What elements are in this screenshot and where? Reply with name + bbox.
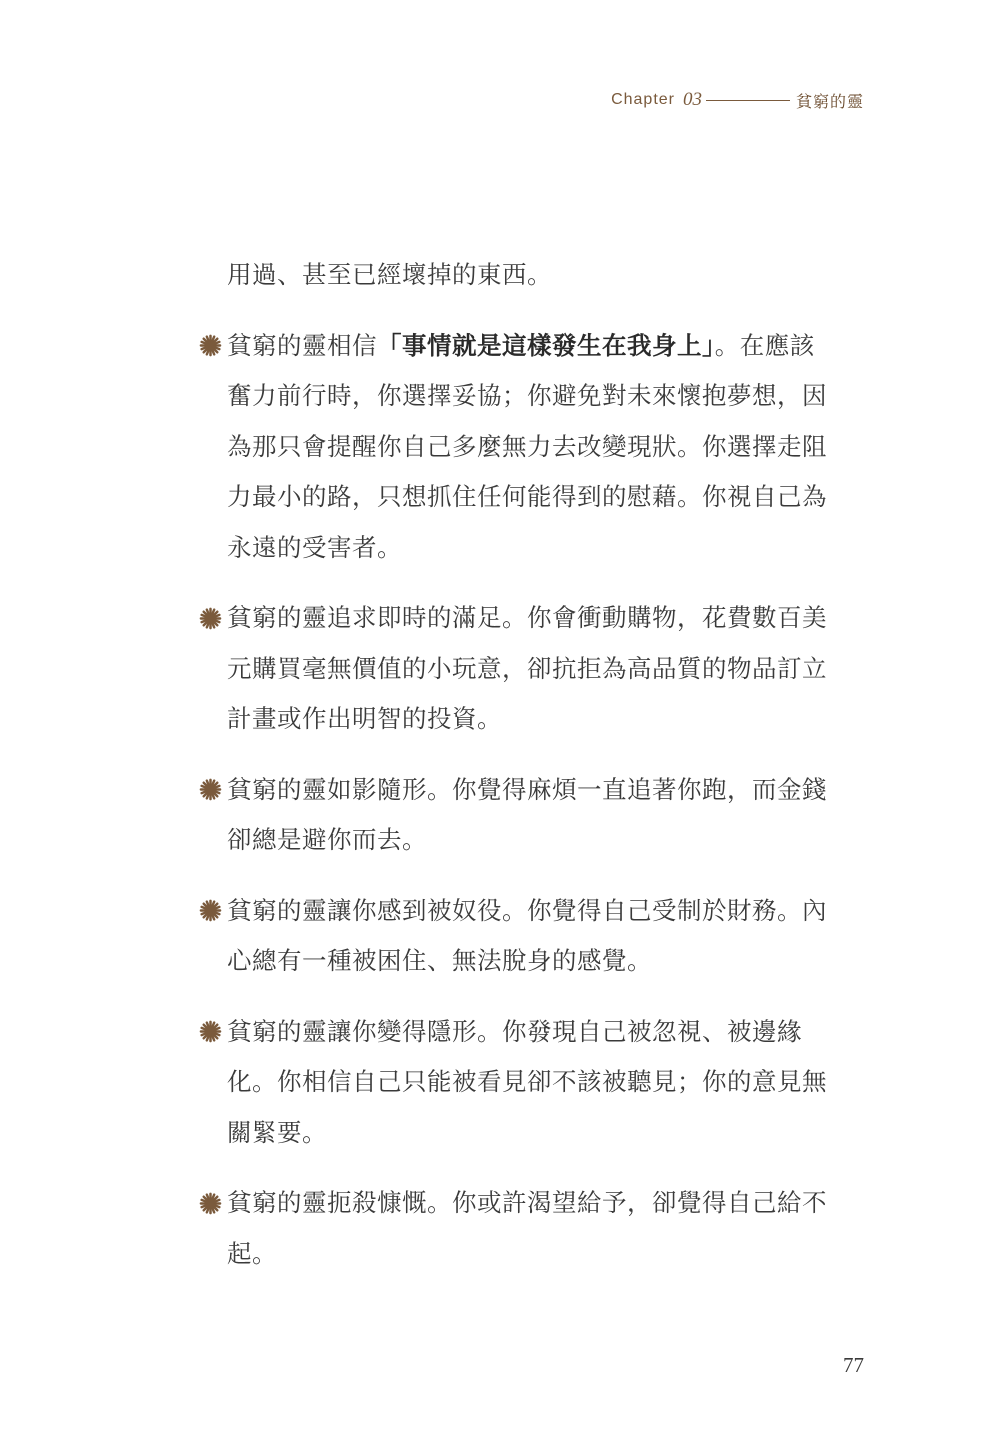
chapter-label: Chapter xyxy=(611,91,675,108)
asterisk-flower-icon xyxy=(197,1178,223,1228)
continuation-paragraph: 用過、甚至已經壞掉的東西。 xyxy=(227,260,552,289)
list-item xyxy=(227,1007,837,1159)
header-divider xyxy=(706,100,790,101)
list-item-text: 貧窮的靈如影隨形。你覺得麻煩一直追著你跑，而金錢卻總是避你而去。 xyxy=(227,774,827,854)
list-item-text: 貧窮的靈讓你變得隱形。你發現自己被忽視、被邊緣化。你相信自己只能被看見卻不該被聽見；你的意見無關緊要。 xyxy=(227,1016,827,1147)
list-item-text xyxy=(227,321,837,574)
list-item xyxy=(227,886,837,987)
page-number: 77 xyxy=(843,1353,864,1377)
list-item-text: 貧窮的靈讓你感到被奴役。你覺得自己受制於財務。內心總有一種被困住、無法脫身的感覺。 xyxy=(227,895,827,975)
asterisk-flower-icon xyxy=(197,765,223,815)
list-item xyxy=(227,1178,837,1279)
asterisk-flower-icon xyxy=(197,321,223,371)
emphasized-quote: 「事情就是這樣發生在我身上」 xyxy=(377,330,715,360)
list-item-text: 貧窮的靈追求即時的滿足。你會衝動購物，花費數百美元購買毫無價值的小玩意，卻抗拒為高品質的物品訂立計畫或作出明智的投資。 xyxy=(227,603,827,733)
chapter-title: 貧窮的靈 xyxy=(795,91,864,111)
list-item-text: 貧窮的靈扼殺慷慨。你或許渴望給予，卻覺得自己給不起。 xyxy=(227,1188,827,1268)
chapter-number: 03 xyxy=(682,89,702,110)
list-item-text-before: 貧窮的靈相信 xyxy=(227,330,377,360)
list-item-text-after: 。在應該奮力前行時，你選擇妥協；你避免對未來懷抱夢想，因為那只會提醒你自己多麼無力去改變現狀。你選擇走阻力最小的路，只想抓住任何能得到的慰藉。你視自己為永遠的受害者。 xyxy=(227,330,827,562)
list-item xyxy=(227,593,837,745)
asterisk-flower-icon xyxy=(197,886,223,936)
asterisk-flower-icon xyxy=(197,593,223,643)
page-body xyxy=(227,250,837,1299)
list-item xyxy=(227,321,837,574)
asterisk-flower-icon xyxy=(197,1007,223,1057)
running-header xyxy=(611,88,864,112)
list-item xyxy=(227,765,837,866)
